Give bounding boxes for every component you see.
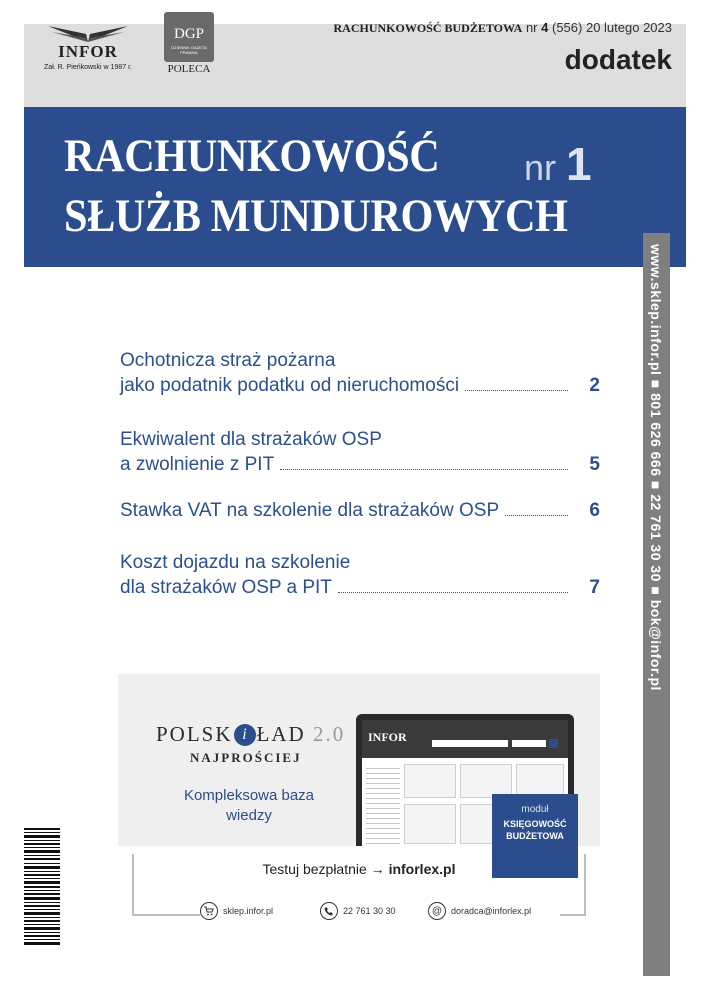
contact-text: sklep.infor.pl [223, 906, 274, 916]
contact-phone[interactable] [320, 902, 396, 920]
screen-search-button [549, 739, 558, 748]
toc-item-line: Stawka VAT na szkolenie dla strażaków OSP [120, 500, 500, 521]
title-nr-value: 1 [566, 138, 592, 190]
leader-dots [465, 390, 568, 391]
module-label: moduł [521, 804, 549, 815]
infor-subtitle: Zał. R. Pieńkowski w 1987 r. [44, 64, 132, 71]
leader-dots [338, 592, 568, 593]
ad-cta-link[interactable]: inforlex.pl [388, 861, 456, 877]
ad-brand [156, 722, 345, 747]
side-contact-text: www.sklep.infor.pl ■ 801 626 666 ■ 22 761 30 30 ■ bok@infor.pl [648, 244, 664, 691]
toc-item[interactable] [120, 498, 600, 523]
wings-icon [46, 22, 130, 44]
toc-page-number: 2 [589, 375, 600, 396]
screen-card [460, 764, 512, 798]
issue-info [334, 20, 673, 36]
contact-email[interactable] [428, 902, 531, 920]
contact-text: 22 761 30 30 [343, 906, 396, 916]
toc-item[interactable] [120, 427, 600, 477]
leader-dots [280, 469, 568, 470]
screen-select [512, 740, 546, 747]
toc-item-line: a zwolnienie z PIT [120, 454, 275, 475]
module-name: KSIĘGOWOŚĆ BUDŻETOWA [503, 819, 567, 841]
ad-cta[interactable] [118, 861, 600, 877]
title-number [524, 137, 592, 191]
at-icon: @ [428, 902, 446, 920]
ad-contacts [200, 902, 560, 926]
dgp-poleca: POLECA [167, 63, 211, 75]
toc-page-number: 5 [589, 454, 600, 475]
ad-brand-pre: POLSK [156, 722, 233, 746]
dgp-subtitle: DZIENNIK GAZETA PRAWNA [171, 45, 207, 55]
screen-card [404, 804, 456, 844]
title-band [24, 107, 686, 267]
toc-item-line: jako podatnik podatku od nieruchomości [120, 375, 460, 396]
toc-item-line: Ekwiwalent dla strażaków OSP [120, 429, 382, 450]
screen-card [404, 764, 456, 798]
ad-cta-text: Testuj bezpłatnie → [262, 861, 385, 877]
supplement-label: dodatek [564, 44, 672, 75]
contact-shop[interactable] [200, 902, 273, 920]
barcode [24, 828, 60, 946]
cart-icon [200, 902, 218, 920]
toc-item[interactable] [120, 550, 600, 600]
toc-item[interactable] [120, 348, 600, 398]
publication-name: RACHUNKOWOŚĆ BUDŻETOWA [333, 21, 523, 35]
phone-icon [320, 902, 338, 920]
issue-date: 20 lutego 2023 [585, 20, 672, 35]
dgp-badge [164, 12, 214, 62]
title-line-2: SŁUŻB MUNDUROWYCH [64, 190, 568, 242]
ad-brand-version: 2.0 [312, 722, 346, 746]
title-nr-label: nr [524, 147, 557, 188]
ad-knowledge-text: Kompleksowa baza wiedzy [183, 787, 315, 824]
issue-nr-label: nr [525, 20, 538, 35]
contact-text: doradca@inforlex.pl [451, 906, 532, 916]
ad-tagline: NAJPROŚCIEJ [190, 750, 302, 765]
leader-dots [505, 515, 568, 516]
ad-brand-post: ŁAD [256, 722, 306, 746]
toc-page-number: 7 [589, 577, 600, 598]
ad-brand-i: i [234, 724, 256, 746]
toc-item-line: Koszt dojazdu na szkolenie [120, 552, 351, 573]
toc-item-line: Ochotnicza straż pożarna [120, 350, 336, 371]
screen-sidebar [366, 764, 400, 844]
dgp-abbr: DGP [173, 26, 204, 42]
issue-nr: 4 [541, 20, 549, 35]
advertisement[interactable] [118, 674, 600, 924]
issue-total: (556) [551, 20, 583, 35]
screen-logo: INFOR [368, 730, 407, 744]
title-line-1: RACHUNKOWOŚĆ [64, 130, 440, 182]
dgp-logo [162, 12, 216, 78]
infor-logo [38, 22, 138, 82]
screen-header [362, 720, 568, 758]
screen-card [516, 764, 564, 798]
toc-item-line: dla strażaków OSP a PIT [120, 577, 332, 598]
screen-search [432, 740, 508, 747]
infor-name: INFOR [58, 42, 118, 61]
toc-page-number: 6 [589, 500, 600, 521]
